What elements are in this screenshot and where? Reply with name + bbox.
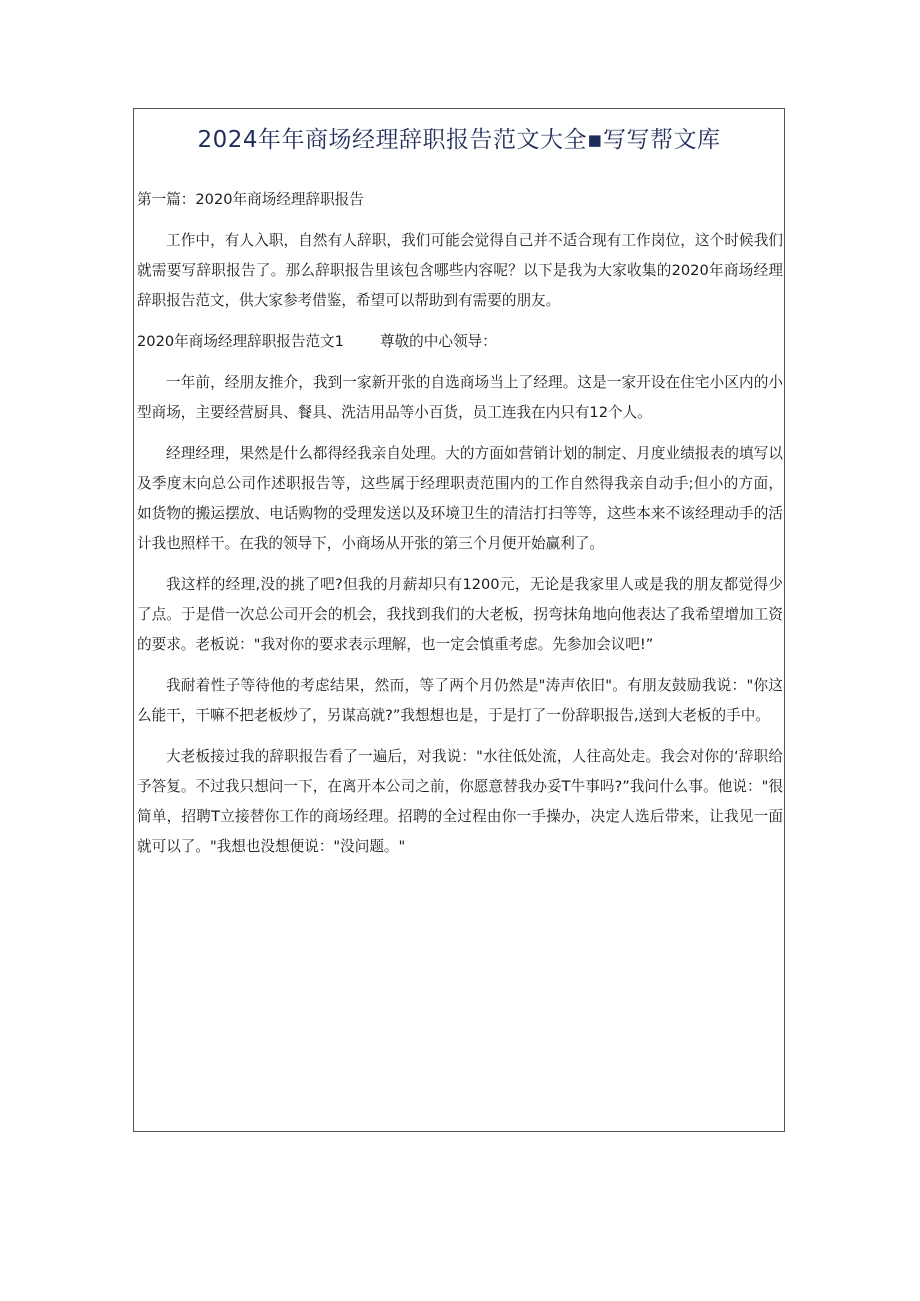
- section-heading: 第一篇：2020年商场经理辞职报告: [137, 191, 364, 208]
- letter-greeting: 尊敬的中心领导：: [379, 333, 497, 350]
- document-title: 2024年年商场经理辞职报告范文大全▪写写帮文库: [197, 127, 721, 153]
- letter-paragraph: 我这样的经理,没的挑了吧?但我的月薪却只有1200元，无论是我家里人或是我的朋友都觉得少了点。于是借一次总公司开会的机会，我找到我们的大老板，拐弯抹角地向他表达了我希望增加工资的要求。老板说："我对你的要求表示理解，也一定会慎重考虑。先参加会议吧!”: [137, 576, 783, 653]
- document-page: [133, 108, 785, 1132]
- letter-paragraph: 我耐着性子等待他的考虑结果，然而，等了两个月仍然是"涛声依旧"。有朋友鼓励我说："你这么能干，干嘛不把老板炒了，另谋高就?”我想想也是，于是打了一份辞职报告,送到大老板的手中。: [137, 677, 783, 724]
- letter-paragraph: 经理经理，果然是什么都得经我亲自处理。大的方面如营销计划的制定、月度业绩报表的填写以及季度末向总公司作述职报告等，这些属于经理职责范围内的工作自然得我亲自动手;但小的方面，如货物的搬运摆放、电话购物的受理发送以及环境卫生的清洁打扫等等，这些本来不该经理动手的活计我也照样干。在我的领导下，小商场从开张的第三个月便开始赢利了。: [137, 445, 783, 552]
- letter-paragraph: 一年前，经朋友推介，我到一家新开张的自选商场当上了经理。这是一家开设在住宅小区内的小型商场，主要经营厨具、餐具、洗洁用品等小百货，员工连我在内只有12个人。: [137, 374, 783, 421]
- document-body: [137, 185, 783, 873]
- sample-heading: 2020年商场经理辞职报告范文1: [137, 333, 344, 350]
- letter-paragraph: 大老板接过我的辞职报告看了一遍后，对我说："水往低处流，人往高处走。我会对你的‘辞职给予答复。不过我只想问一下，在离开本公司之前，你愿意替我办妥T牛事吗?”我问什么事。他说："很简单，招聘T立接替你工作的商场经理。招聘的全过程由你一手操办，决定人选后带来，让我见一面就可以了。"我想也没想便说："没问题。": [137, 748, 783, 855]
- intro-paragraph: 工作中，有人入职，自然有人辞职，我们可能会觉得自己并不适合现有工作岗位，这个时候我们就需要写辞职报告了。那么辞职报告里该包含哪些内容呢？以下是我为大家收集的2020年商场经理辞职报告范文，供大家参考借鉴，希望可以帮助到有需要的朋友。: [137, 232, 783, 309]
- sample-heading-line: [137, 327, 783, 357]
